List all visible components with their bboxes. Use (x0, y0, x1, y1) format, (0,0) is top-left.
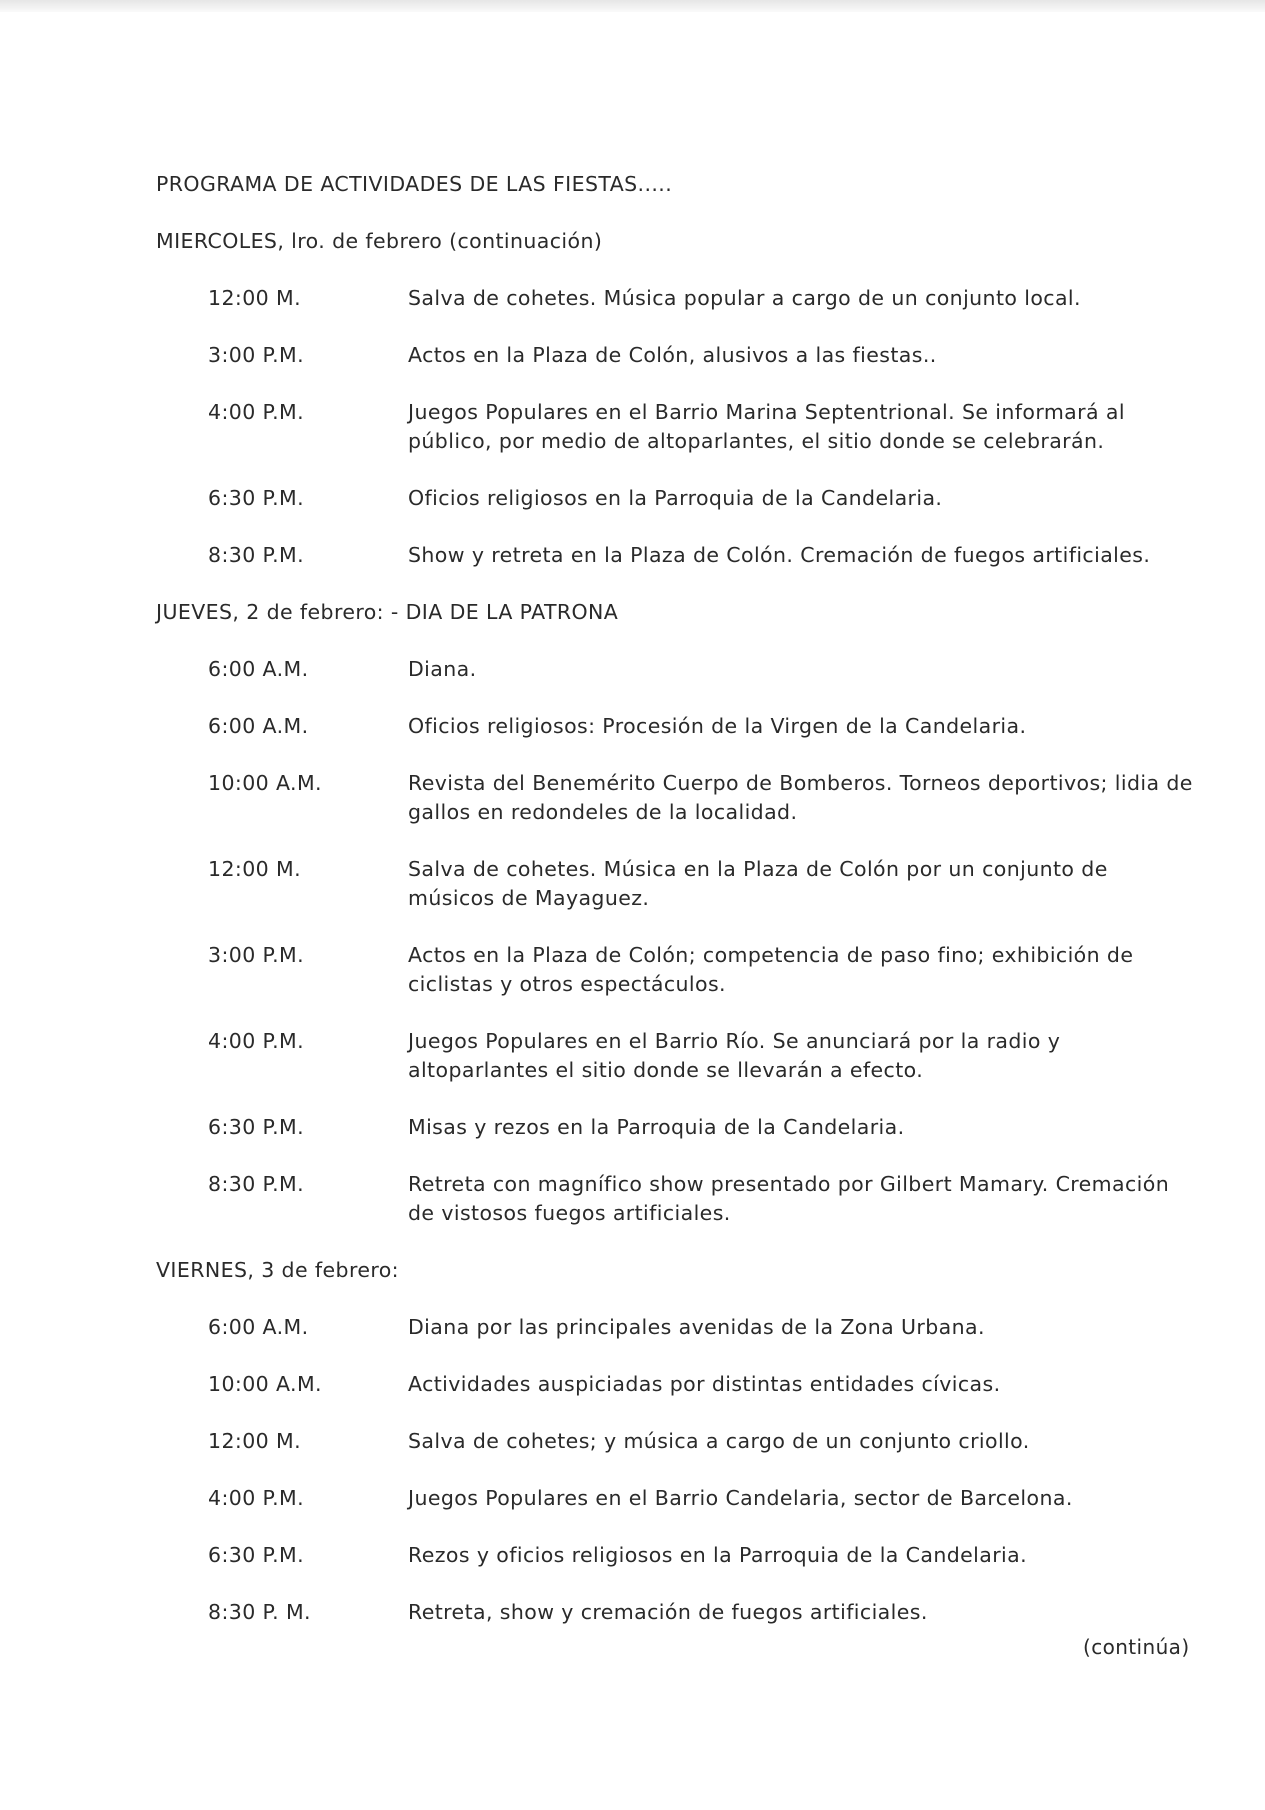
day-heading: MIERCOLES, lro. de febrero (continuación) (156, 229, 603, 253)
event-description: Actos en la Plaza de Colón; competencia de paso fino; exhibición de ciclistas y otros espectáculos. (408, 943, 1134, 996)
event-time: 4:00 P.M. (208, 1486, 305, 1510)
schedule-entry (156, 655, 1196, 684)
day-heading: VIERNES, 3 de febrero: (156, 1258, 399, 1282)
event-time: 3:00 P.M. (208, 343, 305, 367)
event-time: 4:00 P.M. (208, 1029, 305, 1053)
event-time: 10:00 A.M. (208, 1372, 322, 1396)
event-description: Salva de cohetes. Música popular a cargo de un conjunto local. (408, 286, 1081, 310)
event-time: 6:30 P.M. (208, 486, 305, 510)
schedule-entry (156, 941, 1196, 999)
day-thursday (156, 598, 1196, 1228)
schedule-entry (156, 1541, 1196, 1570)
event-description: Rezos y oficios religiosos en la Parroquia de la Candelaria. (408, 1543, 1028, 1567)
event-time: 12:00 M. (208, 857, 301, 881)
event-description: Retreta, show y cremación de fuegos artificiales. (408, 1600, 928, 1624)
schedule-entry (156, 284, 1196, 313)
event-time: 3:00 P.M. (208, 943, 305, 967)
event-time: 6:00 A.M. (208, 657, 309, 681)
event-description: Show y retreta en la Plaza de Colón. Cremación de fuegos artificiales. (408, 543, 1151, 567)
event-description: Oficios religiosos en la Parroquia de la Candelaria. (408, 486, 943, 510)
schedule-entry (156, 1170, 1196, 1228)
event-description: Actividades auspiciadas por distintas entidades cívicas. (408, 1372, 1001, 1396)
continuation-note: (continúa) (1083, 1635, 1190, 1659)
event-description: Actos en la Plaza de Colón, alusivos a las fiestas.. (408, 343, 937, 367)
event-time: 6:30 P.M. (208, 1115, 305, 1139)
event-description: Juegos Populares en el Barrio Candelaria, sector de Barcelona. (408, 1486, 1073, 1510)
program-page (156, 170, 1196, 1655)
event-time: 6:00 A.M. (208, 1315, 309, 1339)
event-time: 8:30 P. M. (208, 1600, 311, 1624)
schedule-entry (156, 341, 1196, 370)
event-time: 8:30 P.M. (208, 1172, 305, 1196)
event-description: Misas y rezos en la Parroquia de la Candelaria. (408, 1115, 905, 1139)
schedule-entry (156, 855, 1196, 913)
document-title: PROGRAMA DE ACTIVIDADES DE LAS FIESTAS..... (156, 172, 673, 196)
schedule-entry (156, 1598, 1196, 1627)
schedule-entry (156, 1370, 1196, 1399)
schedule-entry (156, 712, 1196, 741)
event-time: 8:30 P.M. (208, 543, 305, 567)
schedule-entry (156, 398, 1196, 456)
event-description: Revista del Benemérito Cuerpo de Bomberos. Torneos deportivos; lidia de gallos en redondeles de la localidad. (408, 771, 1193, 824)
schedule-entry (156, 1427, 1196, 1456)
event-description: Retreta con magnífico show presentado por Gilbert Mamary. Cremación de vistosos fuegos artificiales. (408, 1172, 1170, 1225)
event-description: Juegos Populares en el Barrio Marina Septentrional. Se informará al público, por medio de altoparlantes, el sitio donde se celebrarán. (408, 400, 1125, 453)
schedule-entry (156, 769, 1196, 827)
day-wednesday (156, 227, 1196, 570)
schedule-entry (156, 1027, 1196, 1085)
event-description: Salva de cohetes; y música a cargo de un conjunto criollo. (408, 1429, 1030, 1453)
event-description: Juegos Populares en el Barrio Río. Se anunciará por la radio y altoparlantes el sitio donde se llevarán a efecto. (408, 1029, 1061, 1082)
event-time: 6:30 P.M. (208, 1543, 305, 1567)
schedule-entry (156, 1313, 1196, 1342)
schedule-entry (156, 1113, 1196, 1142)
scan-edge (0, 0, 1265, 12)
event-time: 6:00 A.M. (208, 714, 309, 738)
event-description: Salva de cohetes. Música en la Plaza de Colón por un conjunto de músicos de Mayaguez. (408, 857, 1108, 910)
event-description: Oficios religiosos: Procesión de la Virgen de la Candelaria. (408, 714, 1027, 738)
event-description: Diana por las principales avenidas de la Zona Urbana. (408, 1315, 985, 1339)
day-heading: JUEVES, 2 de febrero: - DIA DE LA PATRONA (156, 600, 619, 624)
schedule-entry (156, 484, 1196, 513)
event-time: 4:00 P.M. (208, 400, 305, 424)
event-description: Diana. (408, 657, 477, 681)
event-time: 10:00 A.M. (208, 771, 322, 795)
schedule-entry (156, 541, 1196, 570)
event-time: 12:00 M. (208, 1429, 301, 1453)
schedule-entry (156, 1484, 1196, 1513)
day-friday (156, 1256, 1196, 1627)
event-time: 12:00 M. (208, 286, 301, 310)
